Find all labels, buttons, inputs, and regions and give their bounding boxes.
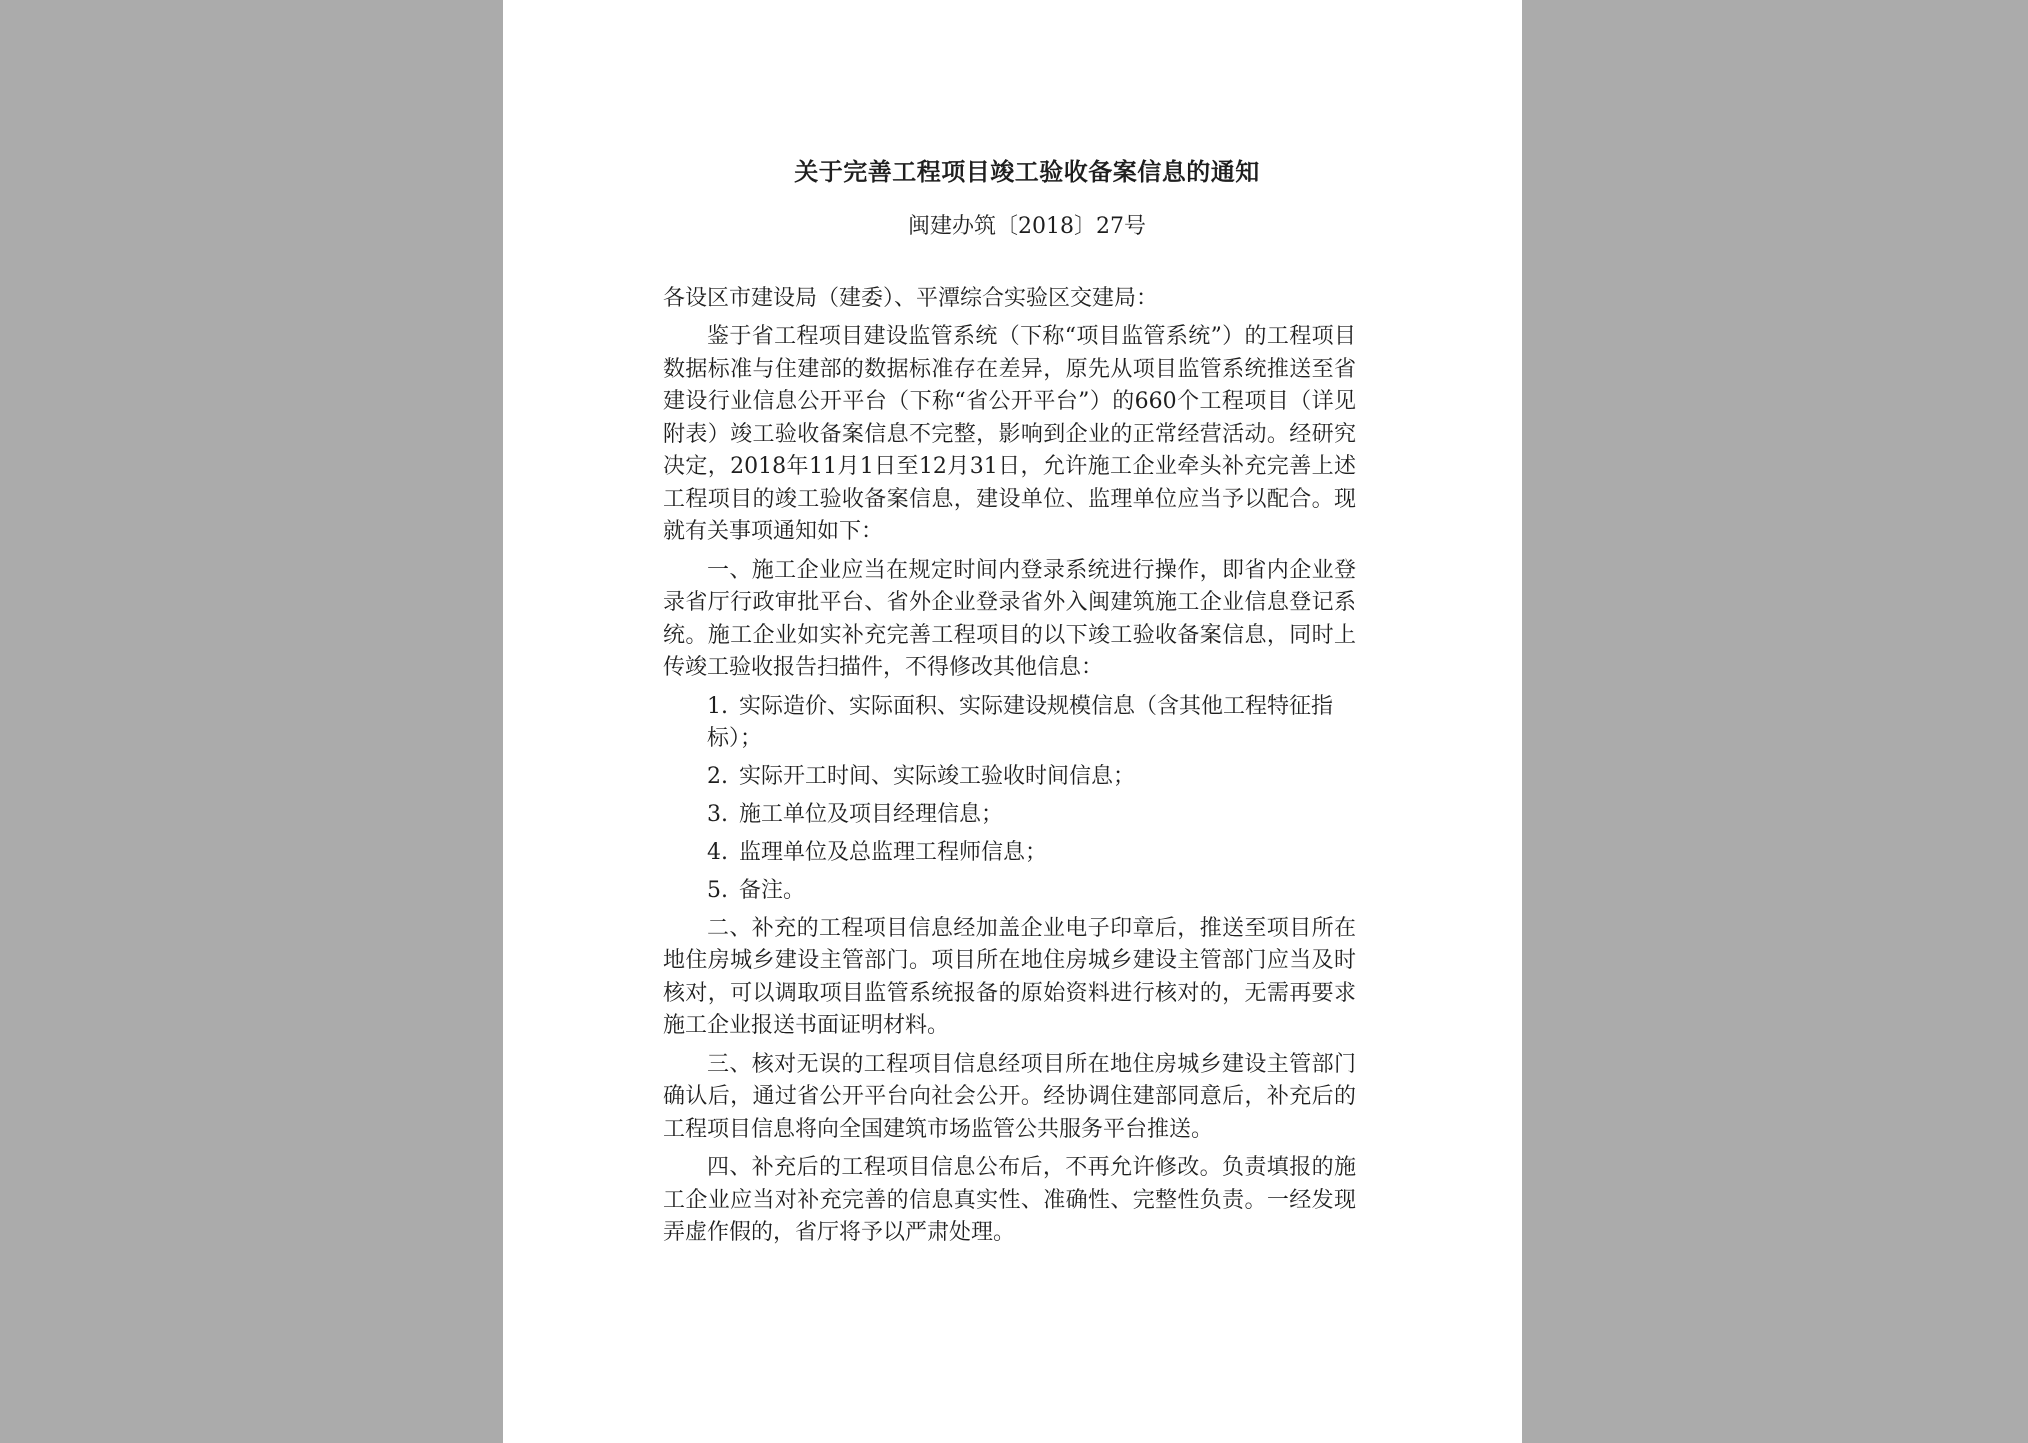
list-item-text: 实际造价、实际面积、实际建设规模信息（含其他工程特征指标）； [707,693,1334,751]
list-item-text: 监理单位及总监理工程师信息； [739,839,1048,865]
list-item [663,799,1356,831]
document-title: 关于完善工程项目竣工验收备案信息的通知 [794,157,1260,186]
list-item [663,837,1356,869]
list-item-number: 5. [707,877,728,903]
intro-paragraph: 鉴于省工程项目建设监管系统（下称“项目监管系统”）的工程项目数据标准与住建部的数据标准存在差异，原先从项目监管系统推送至省建设行业信息公开平台（下称“省公开平台”）的660个工程项目（详见附表）竣工验收备案信息不完整，影响到企业的正常经营活动。经研究决定，2018年11月1日至12月31日，允许施工企业牵头补充完善上述工程项目的竣工验收备案信息，建设单位、监理单位应当予以配合。现就有关事项通知如下： [663,324,1356,544]
list-item-number: 3. [707,801,728,827]
section-1-paragraph: 一、施工企业应当在规定时间内登录系统进行操作，即省内企业登录省厅行政审批平台、省外企业登录省外入闽建筑施工企业信息登记系统。施工企业如实补充完善工程项目的以下竣工验收备案信息，同时上传竣工验收报告扫描件，不得修改其他信息： [663,557,1356,680]
list-item-text: 实际开工时间、实际竣工验收时间信息； [739,763,1136,789]
list-item-number: 1. [707,693,728,719]
list-item-text: 备注。 [739,877,806,903]
list-item-text: 施工单位及项目经理信息； [739,801,1004,827]
salutation: 各设区市建设局（建委）、平潭综合实验区交建局： [663,286,1159,311]
document-number: 闽建办筑〔2018〕27号 [908,214,1146,239]
section-2-paragraph: 二、补充的工程项目信息经加盖企业电子印章后，推送至项目所在地住房城乡建设主管部门。项目所在地住房城乡建设主管部门应当及时核对，可以调取项目监管系统报备的原始资料进行核对的，无需再要求施工企业报送书面证明材料。 [663,915,1356,1038]
section-3-paragraph: 三、核对无误的工程项目信息经项目所在地住房城乡建设主管部门确认后，通过省公开平台向社会公开。经协调住建部同意后，补充后的工程项目信息将向全国建筑市场监管公共服务平台推送。 [663,1051,1356,1142]
list-item [663,691,1356,755]
document-page [503,0,1522,1443]
list-item [663,761,1356,793]
list-item [663,875,1356,907]
section-4-paragraph: 四、补充后的工程项目信息公布后，不再允许修改。负责填报的施工企业应当对补充完善的信息真实性、准确性、完整性负责。一经发现弄虚作假的，省厅将予以严肃处理。 [663,1155,1356,1245]
list-item-number: 2. [707,763,728,789]
list-item-number: 4. [707,839,728,865]
